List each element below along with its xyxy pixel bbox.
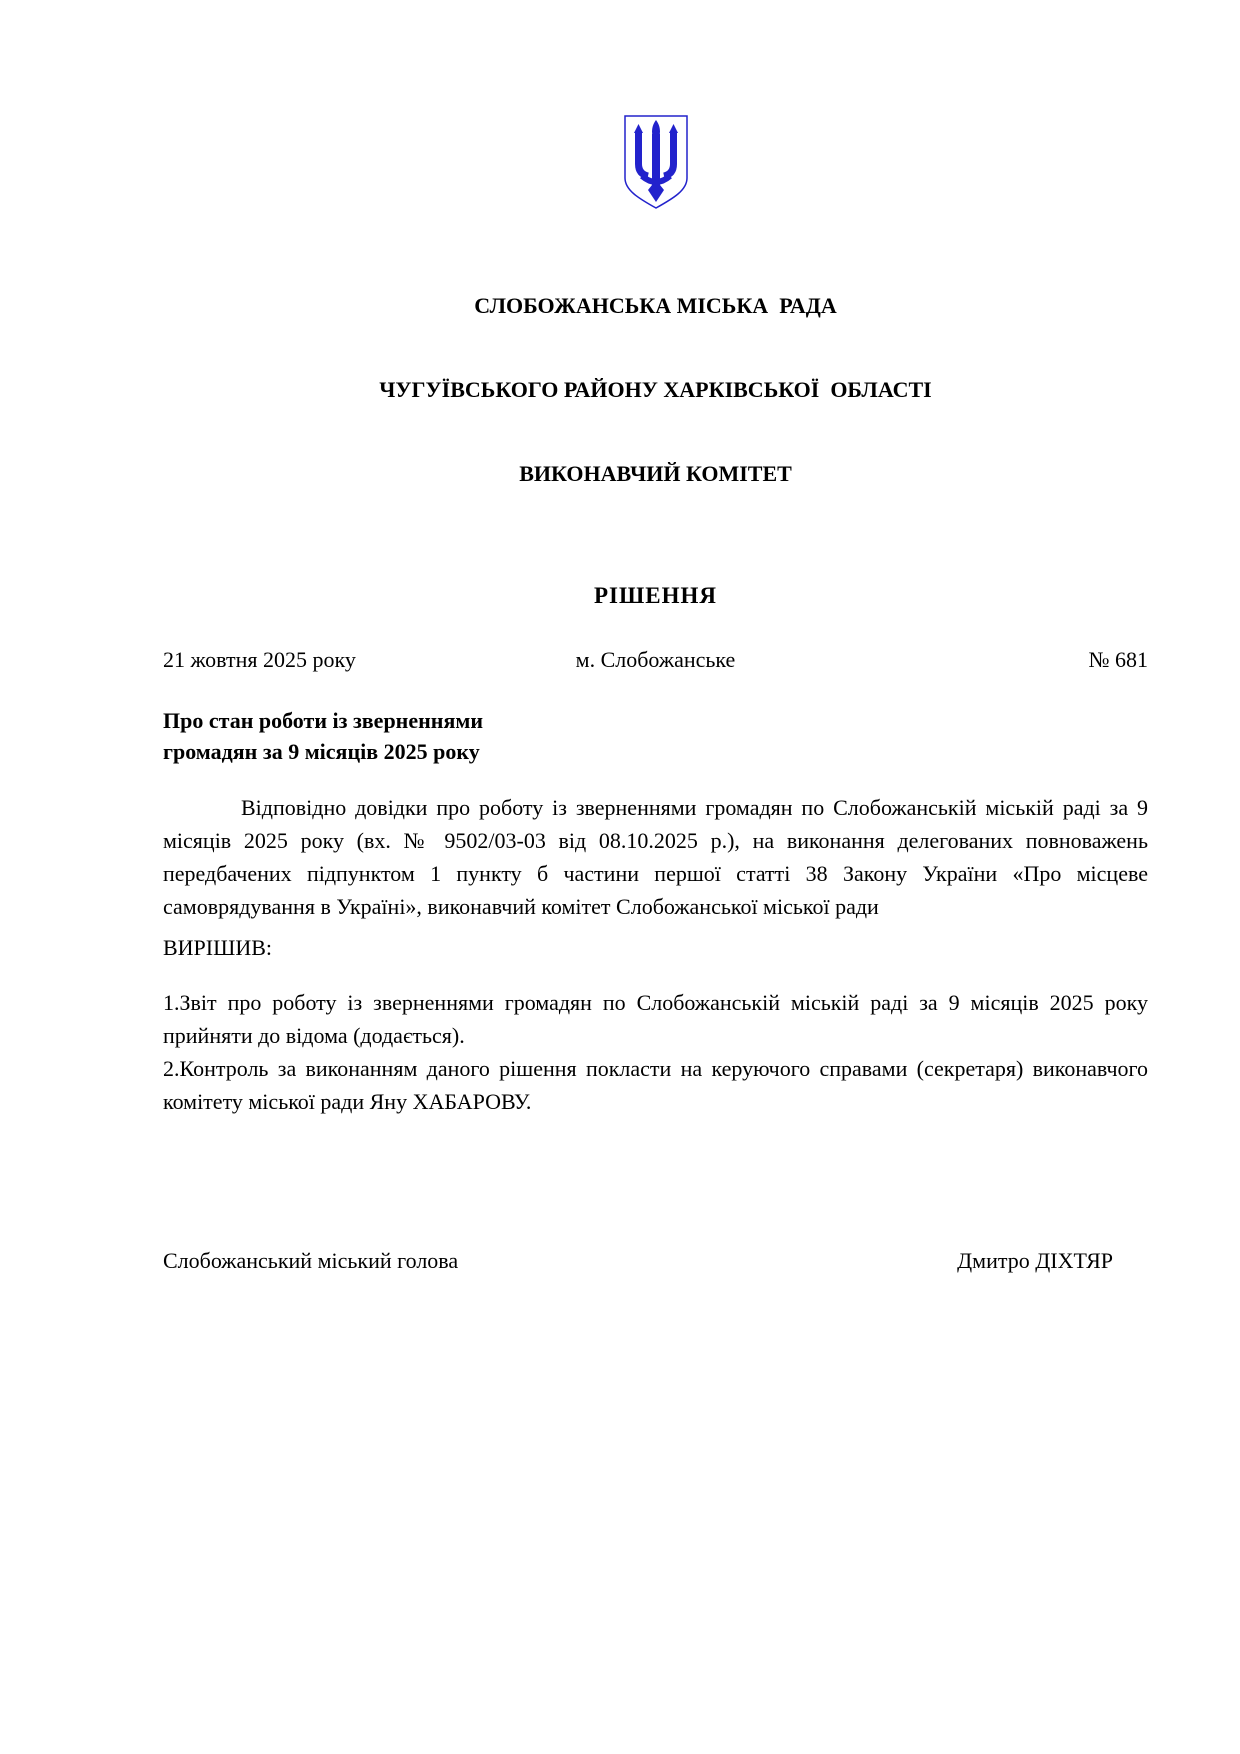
resolution-item-1: 1.Звіт про роботу із зверненнями громадян по Слобожанській міській раді за 9 місяців 2025 року прийняти до відома (додається). [163,990,1148,1048]
date-place-number-row [163,645,1148,675]
subject-line-2: громадян за 9 місяців 2025 року [163,739,480,764]
document-place: м. Слобожанське [575,647,736,672]
org-name-line-3: ВИКОНАВЧИЙ КОМІТЕТ [519,461,792,486]
org-name-line-1: СЛОБОЖАНСЬКА МІСЬКА РАДА [474,293,837,318]
emblem-container [163,112,1148,212]
document-date: 21 жовтня 2025 року [163,647,356,672]
resolution-item-2: 2.Контроль за виконанням даного рішення покласти на керуючого справами (секретаря) виконавчого комітету міської ради Яну ХАБАРОВУ. [163,1056,1148,1114]
preamble-paragraph: Відповідно довідки про роботу із зверненнями громадян по Слобожанській міській раді за 9 місяців 2025 року (вх. № 9502/03-03 від 08.10.2025 р.), на виконання делегованих повноважень передбачених підпунктом 1 пункту б частини першої статті 38 Закону України «Про місцеве самоврядування в Україні», виконавчий комітет Слобожанської міської ради [163,795,1148,919]
resolution-items [163,986,1148,1118]
organization-header [163,236,1148,544]
signatory-position: Слобожанський міський голова [163,1248,459,1273]
document-number: № 681 [1088,647,1148,672]
signature-row [163,1246,1148,1276]
document-type-title: РІШЕННЯ [594,583,717,608]
signatory-name: Дмитро ДІХТЯР [957,1248,1113,1273]
document-subject [163,705,1148,767]
resolved-label: ВИРІШИВ: [163,935,272,960]
ukraine-trident-emblem-icon [621,112,691,212]
subject-line-1: Про стан роботи із зверненнями [163,708,484,733]
org-name-line-2: ЧУГУЇВСЬКОГО РАЙОНУ ХАРКІВСЬКОЇ ОБЛАСТІ [379,377,932,402]
